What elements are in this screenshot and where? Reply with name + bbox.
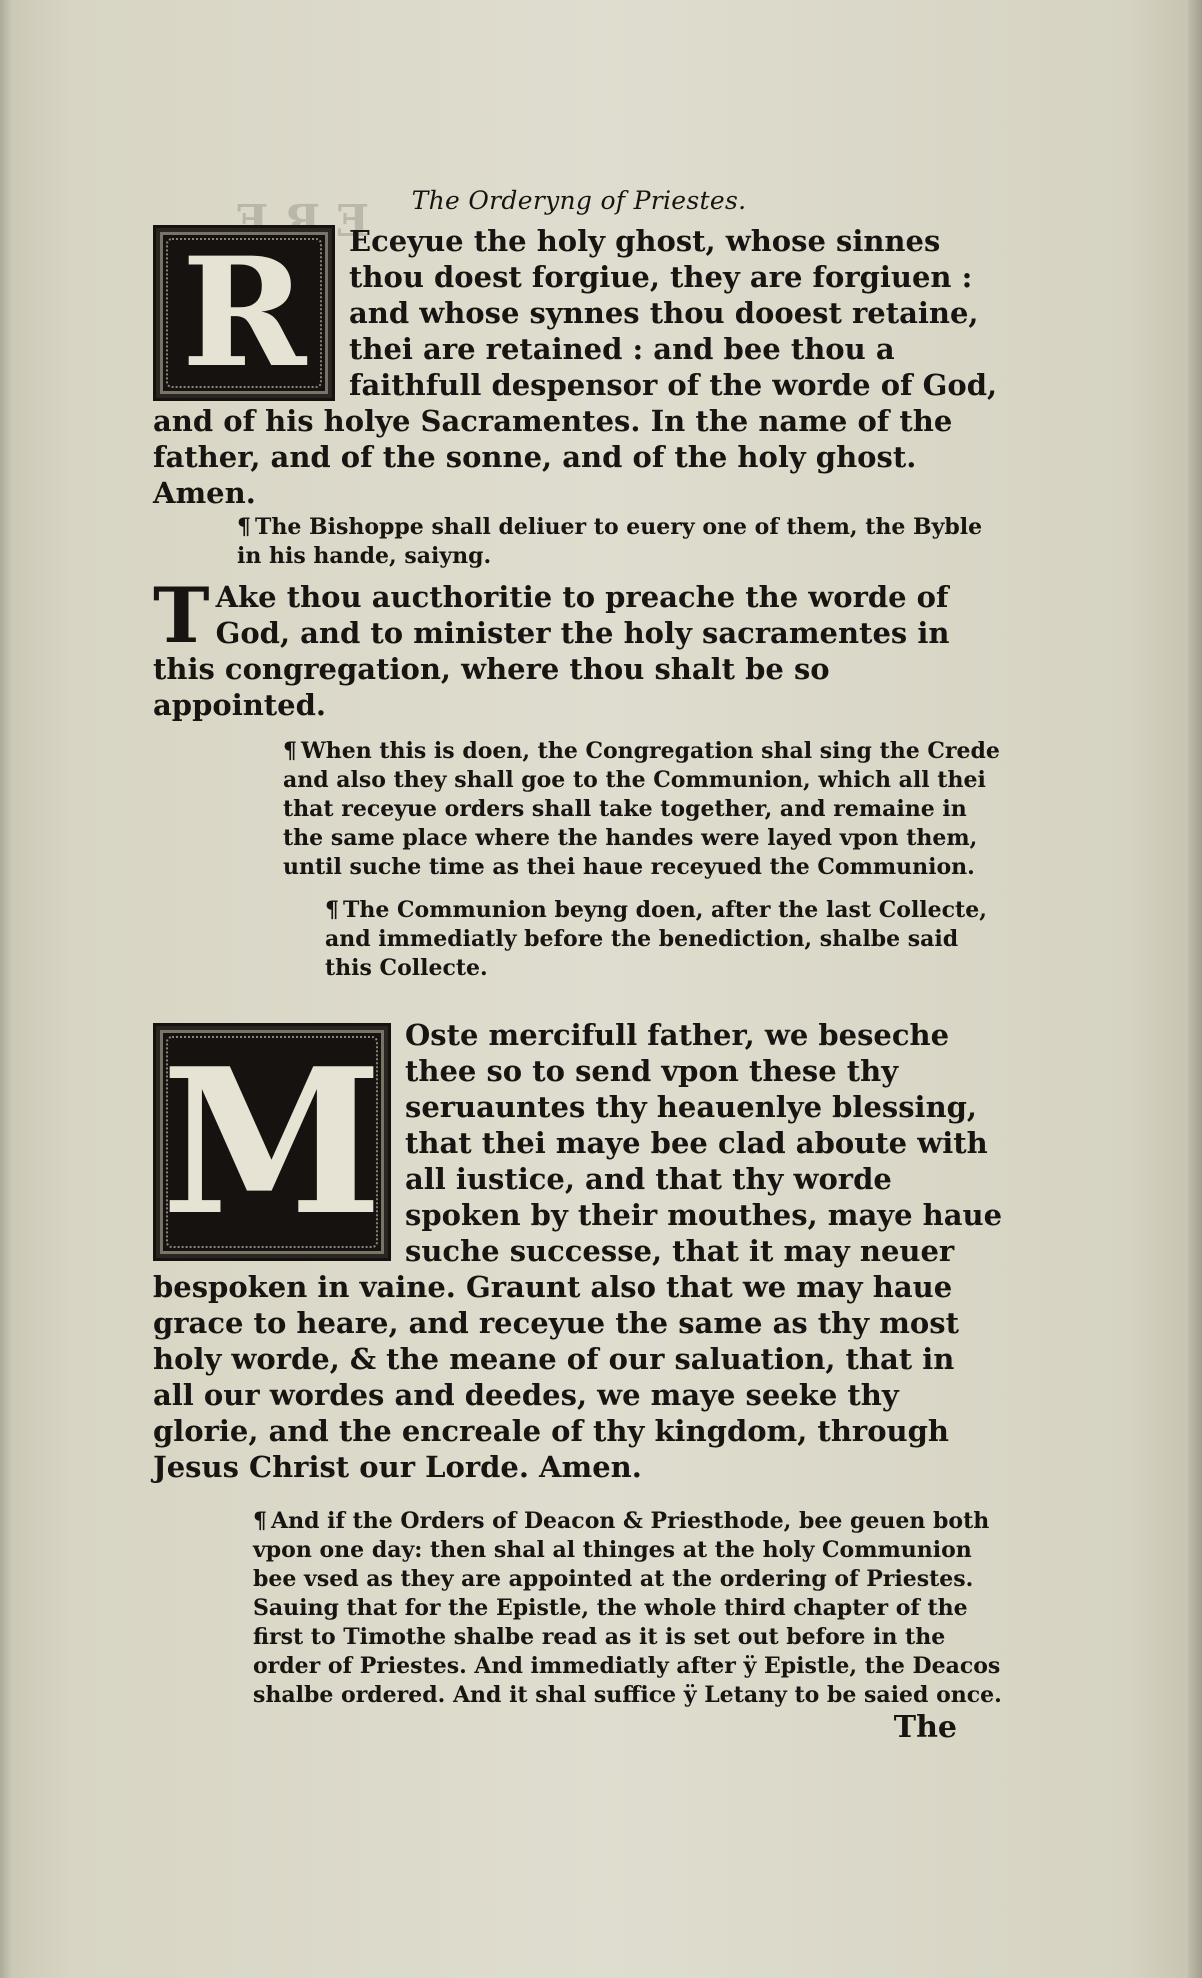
lombardic-initial-t: T <box>153 571 210 660</box>
rubric-text: The Bishoppe shall deliuer to euery one of them, the Byble in his hande, saiyng. <box>237 514 983 569</box>
rubric-text: The Communion beyng doen, after the last Collecte, and immediatly before the benediction, shalbe said this Collecte. <box>325 897 987 981</box>
page-edge-shadow <box>1188 0 1202 1978</box>
rubric-crede-communion <box>153 737 1005 882</box>
rubric-last-collecte <box>153 896 1005 983</box>
catchword: The <box>893 1710 957 1745</box>
running-title: The Orderyng of Priestes. <box>411 186 747 215</box>
pilcrow-mark: ¶ <box>325 897 339 923</box>
rubric-text: And if the Orders of Deacon & Priesthode, bee geuen both vpon one day: then shal al thinges at the holy Communion bee vsed as they are appointed at the ordering of Priestes. Sauing that for the Epistle, the whole third chapter of the first to Timothe shalbe read as it is set out before in the order of Priestes. And immediatly after ÿ Epistle, the Deacos shalbe ordered. And it shal suffice ÿ Letany to be saied once. <box>253 1508 1002 1708</box>
rubric-bible <box>153 513 1005 571</box>
ornamental-initial-r <box>153 225 335 401</box>
collecte-block <box>153 1017 1005 1485</box>
initial-letter: R <box>181 225 307 401</box>
prayer-block-take-authority <box>153 571 1005 723</box>
prayer-block-receive <box>153 223 1005 511</box>
pilcrow-mark: ¶ <box>237 514 251 540</box>
pilcrow-mark: ¶ <box>283 738 297 764</box>
text-column <box>153 186 1005 1745</box>
initial-letter: M <box>161 1024 383 1260</box>
ornamental-initial-m <box>153 1023 391 1261</box>
pilcrow-mark: ¶ <box>253 1508 267 1534</box>
collecte-text: Oste mercifull father, we beseche thee so to send vpon these thy seruauntes thy heauenlye blessing, that thei maye bee clad aboute with all iustice, and that thy worde spoken by their mouthes, maye haue suche successe, that it may neuer bespoken in vaine. Graunt also that we may haue grace to heare, and receyue the same as thy most holy worde, & the meane of our saluation, that in all our wordes and deedes, we maye seeke thy glorie, and the encreale of thy kingdom, through Jesus Christ our Lorde. Amen. <box>153 1018 1003 1484</box>
show-through-ghost-text: E R E <box>235 196 370 247</box>
rubric-text: When this is doen, the Congregation shal sing the Crede and also they shall goe to the Communion, which all thei that receyue orders shall take together, and remaine in the same place where the handes were layed vpon them, until suche time as thei haue receyued the Communion. <box>283 738 1000 880</box>
prayer-text: Eceyue the holy ghost, whose sinnes thou doest forgiue, they are forgiuen : and whose synnes thou dooest retaine, thei are retained : and bee thou a faithfull despensor of the worde of God, and of his holye Sacramentes. In the name of the father, and of the sonne, and of the holy ghost. Amen. <box>153 224 998 510</box>
rubric-deacon-priesthode <box>153 1507 1005 1710</box>
page-gutter-shadow <box>0 0 12 1978</box>
prayer-text: Ake thou aucthoritie to preache the worde of God, and to minister the holy sacramentes in this congregation, where thou shalt be so appointed. <box>153 580 950 722</box>
